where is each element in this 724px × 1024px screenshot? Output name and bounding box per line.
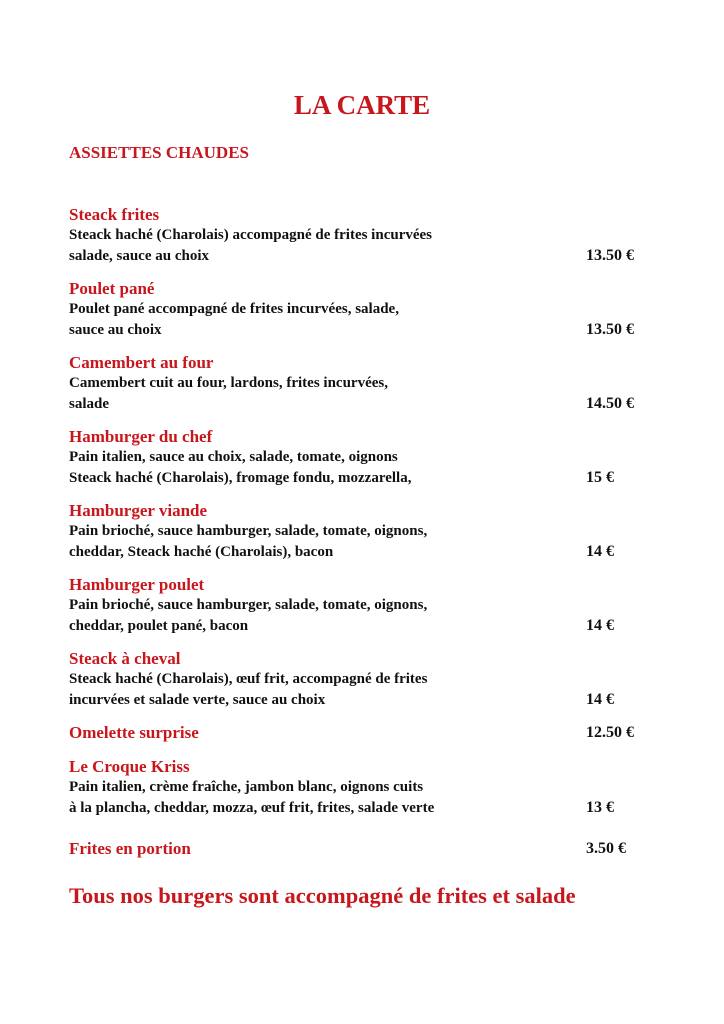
menu-item-hamburger-viande bbox=[69, 501, 669, 575]
menu-item-price: 13.50 € bbox=[586, 247, 634, 264]
menu-item-hamburger-du-chef bbox=[69, 427, 669, 501]
menu-item-description-line: à la plancha, cheddar, mozza, œuf frit, frites, salade verte bbox=[69, 799, 435, 816]
menu-item-price: 13 € bbox=[586, 799, 614, 816]
menu-item-name: Steack frites bbox=[69, 205, 160, 224]
menu-item-description-line: cheddar, Steack haché (Charolais), bacon bbox=[69, 543, 334, 560]
menu-item-description-line: sauce au choix bbox=[69, 321, 162, 338]
menu-item-price: 14 € bbox=[586, 543, 614, 560]
menu-item-description-line: Camembert cuit au four, lardons, frites incurvées, bbox=[69, 375, 388, 391]
menu-item-price: 14 € bbox=[586, 691, 614, 708]
menu-item-description-line: Pain italien, sauce au choix, salade, tomate, oignons bbox=[69, 449, 398, 465]
menu-item-camembert-au-four bbox=[69, 353, 669, 427]
menu-item-name: Steack à cheval bbox=[69, 649, 181, 668]
menu-item-name: Frites en portion bbox=[69, 839, 191, 858]
menu-item-name: Hamburger poulet bbox=[69, 575, 205, 594]
menu-item-name: Hamburger du chef bbox=[69, 427, 213, 446]
page-title: LA CARTE bbox=[293, 90, 431, 121]
menu-item-description-line: Pain brioché, sauce hamburger, salade, tomate, oignons, bbox=[69, 523, 428, 539]
menu-item-steack-a-cheval bbox=[69, 649, 669, 723]
menu-item-description-line: cheddar, poulet pané, bacon bbox=[69, 617, 249, 634]
menu-item-name: Omelette surprise bbox=[69, 723, 199, 742]
menu-item-price: 13.50 € bbox=[586, 321, 634, 338]
menu-item-description-line: salade bbox=[69, 395, 110, 412]
menu-item-steack-frites bbox=[69, 205, 669, 279]
menu-item-price: 14 € bbox=[586, 617, 614, 634]
menu-item-price: 3.50 € bbox=[586, 840, 626, 857]
menu-item-hamburger-poulet bbox=[69, 575, 669, 649]
menu-item-name: Poulet pané bbox=[69, 279, 155, 298]
menu-item-price: 15 € bbox=[586, 469, 614, 486]
section-title: ASSIETTES CHAUDES bbox=[69, 143, 249, 162]
menu-list bbox=[69, 205, 669, 873]
menu-item-price: 12.50 € bbox=[586, 724, 634, 741]
menu-item-name: Hamburger viande bbox=[69, 501, 208, 520]
menu-item-description-line: Pain brioché, sauce hamburger, salade, tomate, oignons, bbox=[69, 597, 428, 613]
menu-item-description-line: Steack haché (Charolais), fromage fondu, mozzarella, bbox=[69, 469, 412, 486]
menu-item-description-line: Poulet pané accompagné de frites incurvées, salade, bbox=[69, 301, 399, 317]
menu-item-description-line: Steack haché (Charolais) accompagné de frites incurvées bbox=[69, 227, 433, 243]
menu-item-name: Camembert au four bbox=[69, 353, 214, 372]
menu-item-le-croque-kriss bbox=[69, 757, 669, 839]
footer-note: Tous nos burgers sont accompagné de frites et salade bbox=[69, 883, 576, 908]
menu-item-frites-en-portion bbox=[69, 839, 669, 873]
menu-item-description-line: salade, sauce au choix bbox=[69, 247, 210, 264]
menu-item-price: 14.50 € bbox=[586, 395, 634, 412]
menu-item-description-line: Pain italien, crème fraîche, jambon blanc, oignons cuits bbox=[69, 779, 424, 795]
menu-item-poulet-pane bbox=[69, 279, 669, 353]
menu-item-omelette-surprise bbox=[69, 723, 669, 757]
menu-item-description-line: Steack haché (Charolais), œuf frit, accompagné de frites bbox=[69, 671, 428, 687]
menu-item-name: Le Croque Kriss bbox=[69, 757, 190, 776]
menu-item-description-line: incurvées et salade verte, sauce au choix bbox=[69, 691, 326, 708]
